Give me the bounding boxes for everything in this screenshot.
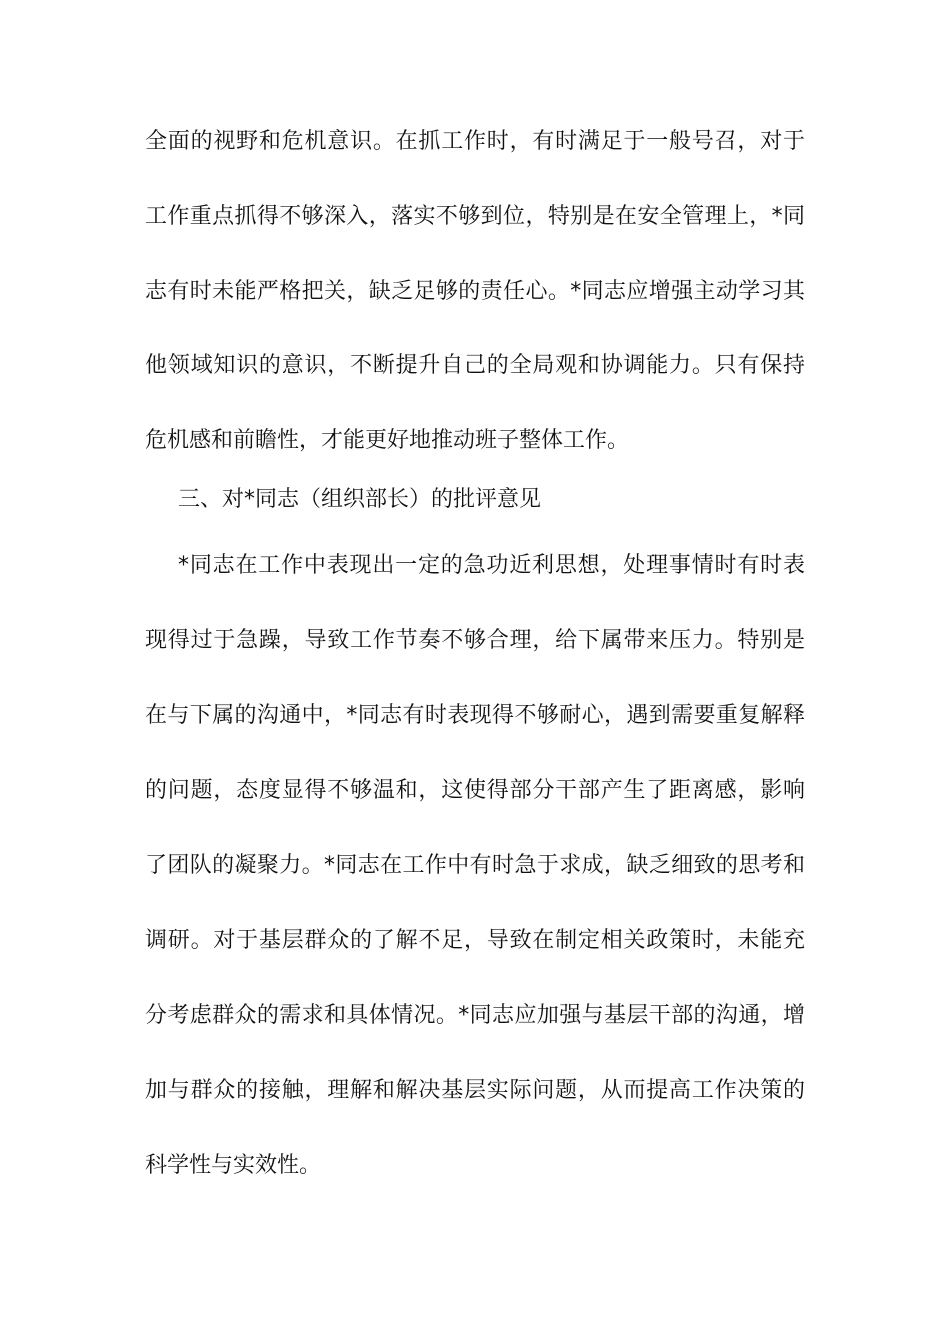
text-line: 了团队的凝聚力。*同志在工作中有时急于求成，缺乏细致的思考和	[145, 853, 805, 878]
text-line: 科学性与实效性。	[145, 1153, 322, 1178]
section-heading: 三、对*同志（组织部长）的批评意见	[178, 487, 542, 512]
text-line: 在与下属的沟通中，*同志有时表现得不够耐心，遇到需要重复解释	[145, 703, 805, 728]
text-line: 志有时未能严格把关，缺乏足够的责任心。*同志应增强主动学习其	[145, 279, 805, 304]
text-line: 他领域知识的意识，不断提升自己的全局观和协调能力。只有保持	[145, 353, 805, 378]
text-line: 的问题，态度显得不够温和，这使得部分干部产生了距离感，影响	[145, 778, 805, 803]
text-line: *同志在工作中表现出一定的急功近利思想，处理事情时有时表	[178, 553, 805, 578]
text-line: 加与群众的接触，理解和解决基层实际问题，从而提高工作决策的	[145, 1078, 805, 1103]
text-line: 现得过于急躁，导致工作节奏不够合理，给下属带来压力。特别是	[145, 628, 805, 653]
text-line: 全面的视野和危机意识。在抓工作时，有时满足于一般号召，对于	[145, 129, 805, 154]
text-line: 工作重点抓得不够深入，落实不够到位，特别是在安全管理上，*同	[145, 204, 805, 229]
text-line: 分考虑群众的需求和具体情况。*同志应加强与基层干部的沟通，增	[145, 1003, 805, 1028]
text-line: 调研。对于基层群众的了解不足，导致在制定相关政策时，未能充	[145, 928, 805, 953]
text-line: 危机感和前瞻性，才能更好地推动班子整体工作。	[145, 428, 630, 453]
